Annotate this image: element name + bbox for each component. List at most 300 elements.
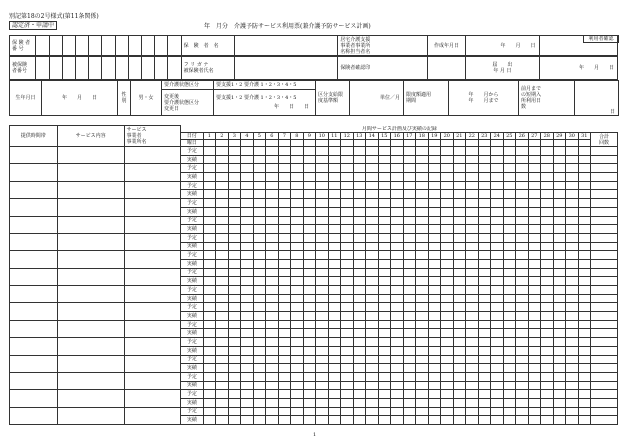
day-cell[interactable] xyxy=(216,233,229,242)
day-cell[interactable] xyxy=(453,181,466,190)
day-cell[interactable] xyxy=(241,242,254,251)
day-cell[interactable] xyxy=(378,381,391,390)
day-cell[interactable] xyxy=(453,346,466,355)
day-cell[interactable] xyxy=(566,181,579,190)
day-cell[interactable] xyxy=(441,268,454,277)
day-cell[interactable] xyxy=(453,312,466,321)
day-cell[interactable] xyxy=(241,329,254,338)
day-cell[interactable] xyxy=(441,173,454,182)
day-cell[interactable] xyxy=(441,398,454,407)
day-cell[interactable] xyxy=(241,364,254,373)
day-cell[interactable] xyxy=(366,312,379,321)
day-cell[interactable] xyxy=(416,364,429,373)
day-cell[interactable] xyxy=(466,242,479,251)
day-cell[interactable] xyxy=(566,233,579,242)
day-cell[interactable] xyxy=(253,207,266,216)
day-cell[interactable] xyxy=(391,242,404,251)
day-cell[interactable] xyxy=(578,259,591,268)
day-cell[interactable] xyxy=(566,416,579,425)
day-cell[interactable] xyxy=(428,390,441,399)
day-cell[interactable] xyxy=(503,286,516,295)
day-cell[interactable] xyxy=(491,398,504,407)
day-cell[interactable] xyxy=(291,381,304,390)
day-cell[interactable] xyxy=(428,381,441,390)
day-cell[interactable] xyxy=(366,303,379,312)
day-cell[interactable] xyxy=(341,225,354,234)
day-cell[interactable] xyxy=(516,286,529,295)
day-cell[interactable] xyxy=(266,216,279,225)
day-cell[interactable] xyxy=(478,364,491,373)
day-cell[interactable] xyxy=(203,338,216,347)
day-cell[interactable] xyxy=(216,364,229,373)
day-cell[interactable] xyxy=(578,294,591,303)
day-cell[interactable] xyxy=(453,372,466,381)
day-cell[interactable] xyxy=(366,294,379,303)
day-cell[interactable] xyxy=(503,277,516,286)
day-cell[interactable] xyxy=(466,147,479,156)
day-cell[interactable] xyxy=(341,147,354,156)
day-cell[interactable] xyxy=(491,338,504,347)
day-cell[interactable] xyxy=(441,312,454,321)
day-cell[interactable] xyxy=(503,303,516,312)
day-cell[interactable] xyxy=(391,277,404,286)
day-cell[interactable] xyxy=(441,181,454,190)
day-cell[interactable] xyxy=(353,338,366,347)
day-cell[interactable] xyxy=(416,181,429,190)
day-cell[interactable] xyxy=(316,398,329,407)
day-cell[interactable] xyxy=(241,147,254,156)
day-cell[interactable] xyxy=(328,216,341,225)
provider-cell[interactable] xyxy=(124,216,181,233)
day-cell[interactable] xyxy=(378,407,391,416)
day-cell[interactable] xyxy=(478,329,491,338)
day-cell[interactable] xyxy=(516,416,529,425)
day-cell[interactable] xyxy=(203,259,216,268)
day-cell[interactable] xyxy=(403,268,416,277)
day-cell[interactable] xyxy=(303,242,316,251)
time-cell[interactable] xyxy=(10,372,58,389)
day-cell[interactable] xyxy=(416,216,429,225)
day-cell[interactable] xyxy=(503,164,516,173)
day-cell[interactable] xyxy=(228,259,241,268)
day-cell[interactable] xyxy=(341,242,354,251)
day-cell[interactable] xyxy=(291,242,304,251)
day-cell[interactable] xyxy=(328,207,341,216)
insurer-number-cell[interactable] xyxy=(128,36,141,56)
time-cell[interactable] xyxy=(10,216,58,233)
day-cell[interactable] xyxy=(291,190,304,199)
day-cell[interactable] xyxy=(366,346,379,355)
day-cell[interactable] xyxy=(328,277,341,286)
day-cell[interactable] xyxy=(366,259,379,268)
day-cell[interactable] xyxy=(466,268,479,277)
day-cell[interactable] xyxy=(553,407,566,416)
day-cell[interactable] xyxy=(316,190,329,199)
day-cell[interactable] xyxy=(203,346,216,355)
weekday-cell[interactable] xyxy=(328,140,341,147)
day-cell[interactable] xyxy=(578,233,591,242)
day-cell[interactable] xyxy=(453,338,466,347)
day-cell[interactable] xyxy=(253,364,266,373)
day-cell[interactable] xyxy=(428,355,441,364)
day-cell[interactable] xyxy=(403,346,416,355)
weekday-cell[interactable] xyxy=(341,140,354,147)
day-cell[interactable] xyxy=(378,416,391,425)
day-cell[interactable] xyxy=(266,286,279,295)
day-cell[interactable] xyxy=(228,147,241,156)
day-cell[interactable] xyxy=(341,155,354,164)
day-cell[interactable] xyxy=(453,398,466,407)
day-cell[interactable] xyxy=(366,416,379,425)
total-cell[interactable] xyxy=(591,259,618,268)
day-cell[interactable] xyxy=(478,207,491,216)
day-cell[interactable] xyxy=(366,268,379,277)
provider-cell[interactable] xyxy=(124,233,181,250)
day-cell[interactable] xyxy=(353,294,366,303)
day-cell[interactable] xyxy=(553,242,566,251)
day-cell[interactable] xyxy=(541,181,554,190)
day-cell[interactable] xyxy=(491,164,504,173)
day-cell[interactable] xyxy=(353,173,366,182)
created-date-value[interactable]: 年 月 日 xyxy=(466,36,539,56)
day-cell[interactable] xyxy=(416,338,429,347)
day-cell[interactable] xyxy=(266,381,279,390)
day-cell[interactable] xyxy=(428,294,441,303)
day-cell[interactable] xyxy=(428,242,441,251)
day-cell[interactable] xyxy=(503,372,516,381)
day-cell[interactable] xyxy=(541,164,554,173)
day-cell[interactable] xyxy=(266,355,279,364)
day-cell[interactable] xyxy=(453,216,466,225)
day-cell[interactable] xyxy=(316,251,329,260)
day-cell[interactable] xyxy=(203,355,216,364)
day-cell[interactable] xyxy=(453,416,466,425)
day-cell[interactable] xyxy=(416,173,429,182)
changed-care-level-cell[interactable] xyxy=(214,90,316,116)
day-cell[interactable] xyxy=(303,372,316,381)
day-cell[interactable] xyxy=(203,173,216,182)
day-cell[interactable] xyxy=(228,277,241,286)
day-cell[interactable] xyxy=(478,407,491,416)
day-cell[interactable] xyxy=(391,372,404,381)
day-cell[interactable] xyxy=(466,320,479,329)
day-cell[interactable] xyxy=(428,181,441,190)
day-cell[interactable] xyxy=(441,407,454,416)
insured-number-cell[interactable] xyxy=(102,57,115,80)
day-cell[interactable] xyxy=(566,207,579,216)
day-cell[interactable] xyxy=(491,286,504,295)
day-cell[interactable] xyxy=(378,251,391,260)
day-cell[interactable] xyxy=(203,312,216,321)
day-cell[interactable] xyxy=(541,155,554,164)
day-cell[interactable] xyxy=(203,251,216,260)
day-cell[interactable] xyxy=(491,407,504,416)
day-cell[interactable] xyxy=(428,147,441,156)
day-cell[interactable] xyxy=(316,216,329,225)
weekday-cell[interactable] xyxy=(566,140,579,147)
day-cell[interactable] xyxy=(528,338,541,347)
day-cell[interactable] xyxy=(491,312,504,321)
day-cell[interactable] xyxy=(516,346,529,355)
day-cell[interactable] xyxy=(578,286,591,295)
day-cell[interactable] xyxy=(253,329,266,338)
day-cell[interactable] xyxy=(278,216,291,225)
day-cell[interactable] xyxy=(503,259,516,268)
insurer-number-cell[interactable] xyxy=(155,36,168,56)
day-cell[interactable] xyxy=(491,381,504,390)
day-cell[interactable] xyxy=(503,294,516,303)
total-cell[interactable] xyxy=(591,164,618,173)
day-cell[interactable] xyxy=(416,155,429,164)
day-cell[interactable] xyxy=(203,207,216,216)
day-cell[interactable] xyxy=(203,233,216,242)
day-cell[interactable] xyxy=(528,398,541,407)
day-cell[interactable] xyxy=(453,355,466,364)
weekday-cell[interactable] xyxy=(366,140,379,147)
day-cell[interactable] xyxy=(441,207,454,216)
day-cell[interactable] xyxy=(478,268,491,277)
day-cell[interactable] xyxy=(416,190,429,199)
day-cell[interactable] xyxy=(341,312,354,321)
day-cell[interactable] xyxy=(516,364,529,373)
day-cell[interactable] xyxy=(503,381,516,390)
day-cell[interactable] xyxy=(341,233,354,242)
day-cell[interactable] xyxy=(453,407,466,416)
care-level-value[interactable]: 要支援1・2 要介護 1・2・3・4・5 xyxy=(214,81,316,90)
day-cell[interactable] xyxy=(453,286,466,295)
day-cell[interactable] xyxy=(516,199,529,208)
day-cell[interactable] xyxy=(566,381,579,390)
day-cell[interactable] xyxy=(491,355,504,364)
day-cell[interactable] xyxy=(428,173,441,182)
day-cell[interactable] xyxy=(216,190,229,199)
day-cell[interactable] xyxy=(253,242,266,251)
day-cell[interactable] xyxy=(403,259,416,268)
day-cell[interactable] xyxy=(541,364,554,373)
day-cell[interactable] xyxy=(553,259,566,268)
day-cell[interactable] xyxy=(353,147,366,156)
day-cell[interactable] xyxy=(391,416,404,425)
day-cell[interactable] xyxy=(228,173,241,182)
total-cell[interactable] xyxy=(591,320,618,329)
day-cell[interactable] xyxy=(403,233,416,242)
day-cell[interactable] xyxy=(516,259,529,268)
day-cell[interactable] xyxy=(216,329,229,338)
day-cell[interactable] xyxy=(478,398,491,407)
day-cell[interactable] xyxy=(403,372,416,381)
day-cell[interactable] xyxy=(328,364,341,373)
service-cell[interactable] xyxy=(57,303,124,320)
day-cell[interactable] xyxy=(428,164,441,173)
day-cell[interactable] xyxy=(466,312,479,321)
day-cell[interactable] xyxy=(553,320,566,329)
day-cell[interactable] xyxy=(216,199,229,208)
day-cell[interactable] xyxy=(566,320,579,329)
day-cell[interactable] xyxy=(553,381,566,390)
day-cell[interactable] xyxy=(403,416,416,425)
day-cell[interactable] xyxy=(216,355,229,364)
day-cell[interactable] xyxy=(566,346,579,355)
day-cell[interactable] xyxy=(353,251,366,260)
day-cell[interactable] xyxy=(303,173,316,182)
day-cell[interactable] xyxy=(278,346,291,355)
day-cell[interactable] xyxy=(228,329,241,338)
day-cell[interactable] xyxy=(441,416,454,425)
day-cell[interactable] xyxy=(278,199,291,208)
day-cell[interactable] xyxy=(316,303,329,312)
insurer-number-cell[interactable] xyxy=(49,36,62,56)
day-cell[interactable] xyxy=(441,251,454,260)
day-cell[interactable] xyxy=(378,398,391,407)
day-cell[interactable] xyxy=(303,312,316,321)
day-cell[interactable] xyxy=(416,372,429,381)
day-cell[interactable] xyxy=(278,390,291,399)
day-cell[interactable] xyxy=(316,233,329,242)
day-cell[interactable] xyxy=(416,355,429,364)
day-cell[interactable] xyxy=(278,190,291,199)
total-cell[interactable] xyxy=(591,277,618,286)
day-cell[interactable] xyxy=(266,181,279,190)
day-cell[interactable] xyxy=(528,303,541,312)
total-cell[interactable] xyxy=(591,407,618,416)
day-cell[interactable] xyxy=(428,277,441,286)
day-cell[interactable] xyxy=(391,164,404,173)
day-cell[interactable] xyxy=(328,312,341,321)
day-cell[interactable] xyxy=(366,147,379,156)
day-cell[interactable] xyxy=(466,173,479,182)
day-cell[interactable] xyxy=(378,303,391,312)
day-cell[interactable] xyxy=(253,390,266,399)
day-cell[interactable] xyxy=(391,251,404,260)
day-cell[interactable] xyxy=(216,147,229,156)
day-cell[interactable] xyxy=(241,355,254,364)
day-cell[interactable] xyxy=(516,181,529,190)
day-cell[interactable] xyxy=(253,277,266,286)
day-cell[interactable] xyxy=(378,320,391,329)
day-cell[interactable] xyxy=(241,407,254,416)
day-cell[interactable] xyxy=(528,346,541,355)
provider-cell[interactable] xyxy=(124,251,181,268)
day-cell[interactable] xyxy=(391,320,404,329)
day-cell[interactable] xyxy=(528,190,541,199)
day-cell[interactable] xyxy=(541,294,554,303)
day-cell[interactable] xyxy=(428,251,441,260)
day-cell[interactable] xyxy=(316,268,329,277)
day-cell[interactable] xyxy=(241,277,254,286)
total-cell[interactable] xyxy=(591,181,618,190)
day-cell[interactable] xyxy=(441,294,454,303)
day-cell[interactable] xyxy=(403,381,416,390)
day-cell[interactable] xyxy=(228,338,241,347)
day-cell[interactable] xyxy=(466,199,479,208)
day-cell[interactable] xyxy=(341,190,354,199)
day-cell[interactable] xyxy=(278,233,291,242)
day-cell[interactable] xyxy=(203,390,216,399)
day-cell[interactable] xyxy=(503,338,516,347)
day-cell[interactable] xyxy=(366,390,379,399)
provider-cell[interactable] xyxy=(124,147,181,164)
day-cell[interactable] xyxy=(291,329,304,338)
day-cell[interactable] xyxy=(553,294,566,303)
day-cell[interactable] xyxy=(216,277,229,286)
day-cell[interactable] xyxy=(216,155,229,164)
provider-cell[interactable] xyxy=(124,303,181,320)
day-cell[interactable] xyxy=(366,320,379,329)
day-cell[interactable] xyxy=(391,346,404,355)
day-cell[interactable] xyxy=(378,199,391,208)
day-cell[interactable] xyxy=(253,155,266,164)
day-cell[interactable] xyxy=(516,381,529,390)
total-cell[interactable] xyxy=(591,173,618,182)
day-cell[interactable] xyxy=(353,259,366,268)
day-cell[interactable] xyxy=(491,294,504,303)
day-cell[interactable] xyxy=(416,225,429,234)
day-cell[interactable] xyxy=(353,355,366,364)
day-cell[interactable] xyxy=(391,259,404,268)
day-cell[interactable] xyxy=(291,286,304,295)
provider-cell[interactable] xyxy=(124,372,181,389)
day-cell[interactable] xyxy=(303,277,316,286)
day-cell[interactable] xyxy=(378,242,391,251)
day-cell[interactable] xyxy=(516,251,529,260)
day-cell[interactable] xyxy=(503,181,516,190)
day-cell[interactable] xyxy=(253,398,266,407)
day-cell[interactable] xyxy=(316,207,329,216)
day-cell[interactable] xyxy=(303,407,316,416)
weekday-cell[interactable] xyxy=(353,140,366,147)
day-cell[interactable] xyxy=(228,355,241,364)
day-cell[interactable] xyxy=(391,407,404,416)
day-cell[interactable] xyxy=(491,199,504,208)
day-cell[interactable] xyxy=(528,155,541,164)
day-cell[interactable] xyxy=(341,181,354,190)
day-cell[interactable] xyxy=(416,207,429,216)
day-cell[interactable] xyxy=(453,259,466,268)
day-cell[interactable] xyxy=(278,372,291,381)
day-cell[interactable] xyxy=(403,242,416,251)
day-cell[interactable] xyxy=(441,155,454,164)
day-cell[interactable] xyxy=(341,398,354,407)
day-cell[interactable] xyxy=(353,190,366,199)
day-cell[interactable] xyxy=(391,233,404,242)
day-cell[interactable] xyxy=(403,286,416,295)
day-cell[interactable] xyxy=(378,259,391,268)
day-cell[interactable] xyxy=(316,242,329,251)
day-cell[interactable] xyxy=(253,320,266,329)
day-cell[interactable] xyxy=(491,173,504,182)
day-cell[interactable] xyxy=(416,251,429,260)
day-cell[interactable] xyxy=(366,277,379,286)
day-cell[interactable] xyxy=(466,181,479,190)
day-cell[interactable] xyxy=(328,259,341,268)
day-cell[interactable] xyxy=(553,164,566,173)
time-cell[interactable] xyxy=(10,268,58,285)
day-cell[interactable] xyxy=(466,364,479,373)
day-cell[interactable] xyxy=(428,216,441,225)
day-cell[interactable] xyxy=(428,155,441,164)
day-cell[interactable] xyxy=(391,181,404,190)
day-cell[interactable] xyxy=(553,181,566,190)
day-cell[interactable] xyxy=(478,164,491,173)
day-cell[interactable] xyxy=(391,329,404,338)
total-cell[interactable] xyxy=(591,346,618,355)
day-cell[interactable] xyxy=(503,329,516,338)
day-cell[interactable] xyxy=(503,242,516,251)
day-cell[interactable] xyxy=(441,381,454,390)
day-cell[interactable] xyxy=(353,312,366,321)
day-cell[interactable] xyxy=(316,407,329,416)
weekday-cell[interactable] xyxy=(228,140,241,147)
